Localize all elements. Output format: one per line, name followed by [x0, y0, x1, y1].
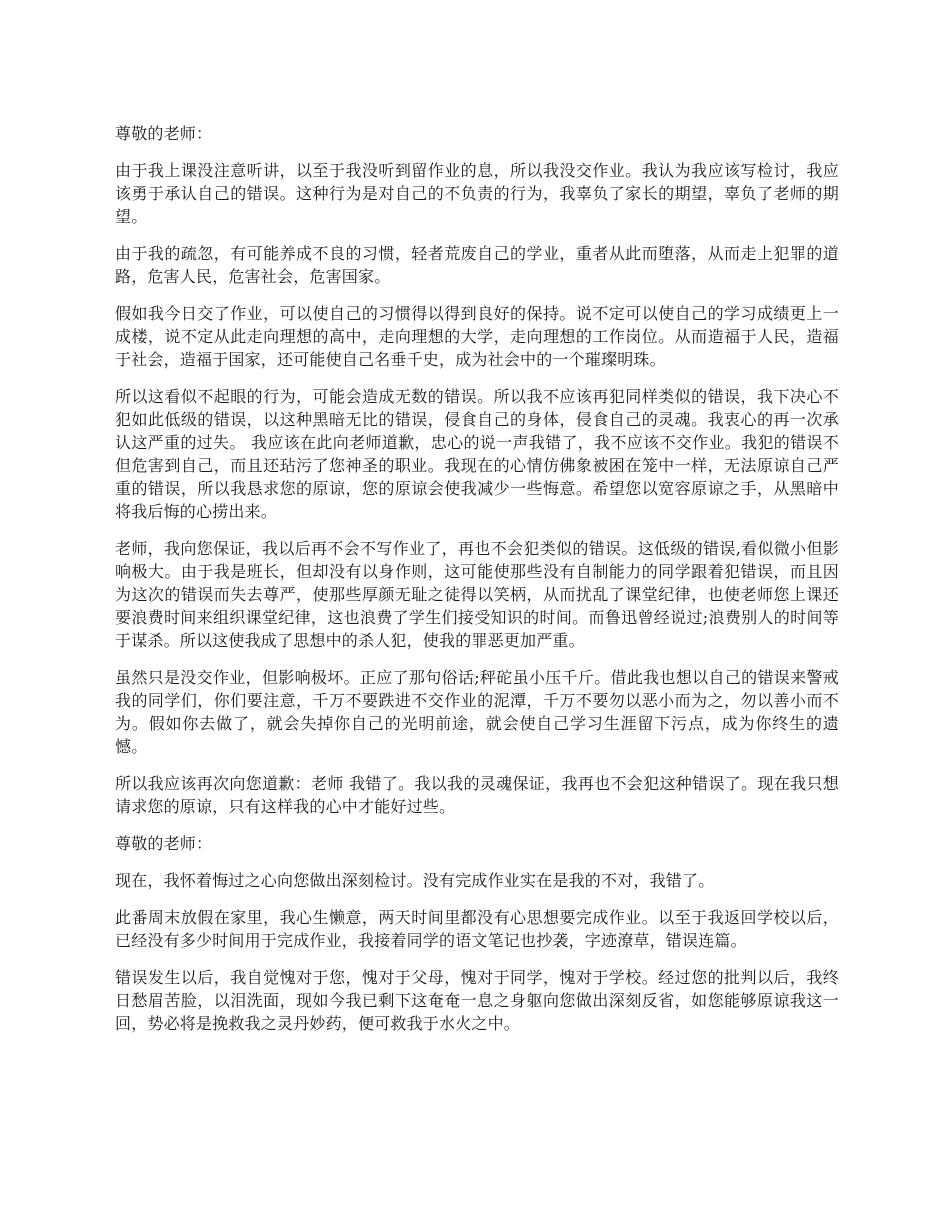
paragraph-3: 假如我今日交了作业，可以使自己的习惯得以得到良好的保持。说不定可以使自己的学习成绩更上一成楼，说不定从此走向理想的高中，走向理想的大学，走向理想的工作岗位。从而造福于人民，造福于社会，造福于国家，还可能使自己名垂千史，成为社会中的一个璀璨明珠。 — [115, 304, 839, 369]
document-body — [115, 122, 839, 1049]
paragraph-4: 所以这看似不起眼的行为，可能会造成无数的错误。所以我不应该再犯同样类似的错误，我下决心不犯如此低级的错误，以这种黑暗无比的错误，侵食自己的身体，侵食自己的灵魂。我衷心的再一次承认这严重的过失。 我应该在此向老师道歉，忠心的说一声我错了，我不应该不交作业。我犯的错误不但危害到自己，而且还玷污了您神圣的职业。我现在的心情仿佛象被困在笼中一样，无法原谅自己严重的错误，所以我恳求您的原谅，您的原谅会使我减少一些悔意。希望您以宽容原谅之手，从黑暗中将我后悔的心捞出来。 — [115, 387, 839, 521]
paragraph-2: 由于我的疏忽，有可能养成不良的习惯，轻者荒废自己的学业，重者从此而堕落，从而走上犯罪的道路，危害人民，危害社会，危害国家。 — [115, 244, 839, 286]
salutation-2: 尊敬的老师： — [115, 834, 213, 853]
paragraph-9: 此番周末放假在家里，我心生懒意，两天时间里都没有心思想要完成作业。以至于我返回学校以后，已经没有多少时间用于完成作业，我接着同学的语文笔记也抄袭，字迹潦草，错误连篇。 — [115, 908, 839, 950]
paragraph-6: 虽然只是没交作业，但影响极坏。正应了那句俗话;秤砣虽小压千斤。借此我也想以自己的错误来警戒我的同学们，你们要注意，千万不要跌进不交作业的泥潭，千万不要勿以恶小而为之，勿以善小而不为。假如你去做了，就会失掉你自己的光明前途，就会使自己学习生涯留下污点，成为你终生的遗憾。 — [115, 668, 839, 756]
paragraph-5: 老师，我向您保证，我以后再不会不写作业了，再也不会犯类似的错误。这低级的错误,看似微小但影响极大。由于我是班长，但却没有以身作则，这可能使那些没有自制能力的同学跟着犯错误，而且因为这次的错误而失去尊严，使那些厚颜无耻之徒得以笑柄，从而扰乱了课堂纪律，也使老师您上课还要浪费时间来组织课堂纪律，这也浪费了学生们接受知识的时间。而鲁迅曾经说过;浪费别人的时间等于谋杀。所以这使我成了思想中的杀人犯，使我的罪恶更加严重。 — [115, 539, 839, 650]
paragraph-7: 所以我应该再次向您道歉：老师 我错了。我以我的灵魂保证，我再也不会犯这种错误了。现在我只想请求您的原谅，只有这样我的心中才能好过些。 — [115, 774, 839, 816]
paragraph-1: 由于我上课没注意听讲，以至于我没听到留作业的息，所以我没交作业。我认为我应该写检讨，我应该勇于承认自己的错误。这种行为是对自己的不负责的行为，我辜负了家长的期望，辜负了老师的期望。 — [115, 161, 839, 226]
salutation-1: 尊敬的老师： — [115, 124, 213, 143]
paragraph-8: 现在，我怀着悔过之心向您做出深刻检讨。没有完成作业实在是我的不对，我错了。 — [115, 871, 715, 890]
paragraph-10: 错误发生以后，我自觉愧对于您，愧对于父母，愧对于同学，愧对于学校。经过您的批判以后，我终日愁眉苦脸，以泪洗面，现如今我已剩下这奄奄一息之身躯向您做出深刻反省，如您能够原谅我这一回，势必将是挽救我之灵丹妙药，便可救我于水火之中。 — [115, 968, 839, 1033]
